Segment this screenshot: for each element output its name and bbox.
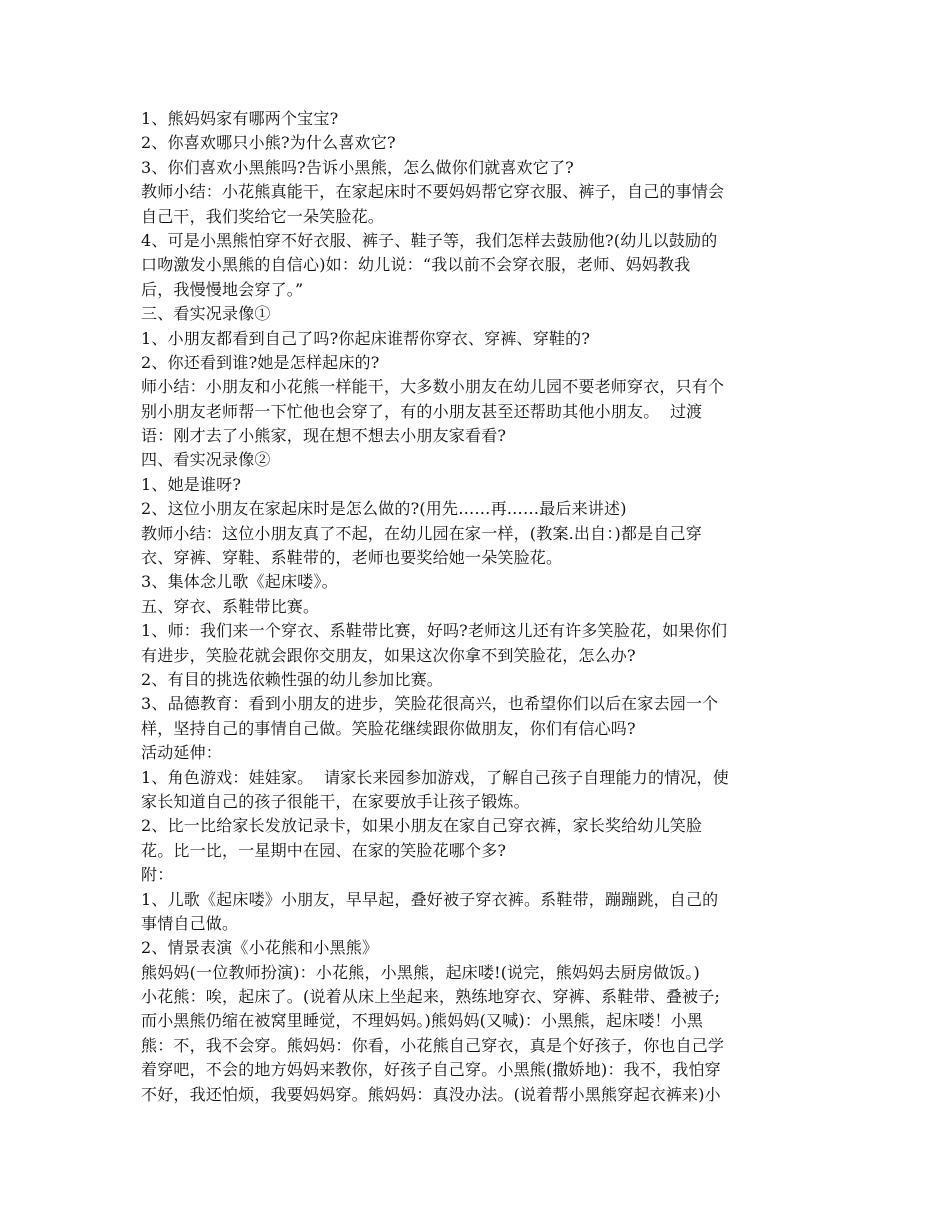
text-line: 而小黑熊仍缩在被窝里睡觉，不理妈妈。)熊妈妈(又喊)：小黑熊，起床喽！小黑	[141, 1011, 704, 1031]
text-line: 样，坚持自己的事情自己做。笑脸花继续跟你做朋友，你们有信心吗?	[141, 718, 636, 738]
text-line: 语：刚才去了小熊家，现在想不想去小朋友家看看?	[141, 426, 507, 446]
text-line: 有进步，笑脸花就会跟你交朋友，如果这次你拿不到笑脸花，怎么办?	[141, 645, 636, 665]
document-page	[141, 107, 821, 1107]
text-line: 附：	[141, 865, 174, 885]
text-line: 不好，我还怕烦，我要妈妈穿。熊妈妈：真没办法。(说着帮小黑熊穿起衣裤来)小	[141, 1084, 721, 1104]
text-line: 熊妈妈(一位教师扮演)：小花熊，小黑熊，起床喽!(说完，熊妈妈去厨房做饭。)	[141, 962, 700, 982]
text-line: 教师小结：这位小朋友真了不起，在幼儿园在家一样，(教案.出自：)都是自己穿	[141, 523, 702, 543]
text-line: 2、情景表演《小花熊和小黑熊》	[141, 938, 379, 958]
text-line: 3、你们喜欢小黑熊吗?告诉小黑熊，怎么做你们就喜欢它了?	[141, 157, 574, 177]
text-line: 2、你还看到谁?她是怎样起床的?	[141, 352, 380, 372]
text-line: 自己干，我们奖给它一朵笑脸花。	[141, 206, 385, 226]
text-line: 1、角色游戏：娃娃家。 请家长来园参加游戏，了解自己孩子自理能力的情况，使	[141, 767, 729, 787]
text-line: 1、儿歌《起床喽》小朋友，早早起，叠好被子穿衣裤。系鞋带，蹦蹦跳，自己的	[141, 889, 719, 909]
text-line: 着穿吧，不会的地方妈妈来教你，好孩子自己穿。小黑熊(撒娇地)：我不，我怕穿	[141, 1060, 721, 1080]
text-line: 衣、穿裤、穿鞋、系鞋带的，老师也要奖给她一朵笑脸花。	[141, 548, 563, 568]
text-line: 3、集体念儿歌《起床喽》。	[141, 572, 338, 592]
text-line: 教师小结：小花熊真能干，在家起床时不要妈妈帮它穿衣服、裤子，自己的事情会	[141, 182, 725, 202]
text-line: 活动延伸：	[141, 743, 223, 763]
text-line: 1、师：我们来一个穿衣、系鞋带比赛，好吗?老师这儿还有许多笑脸花，如果你们	[141, 621, 728, 641]
text-line: 家长知道自己的孩子很能干，在家要放手让孩子锻炼。	[141, 791, 530, 811]
text-line: 师小结：小朋友和小花熊一样能干，大多数小朋友在幼儿园不要老师穿衣，只有个	[141, 377, 725, 397]
text-line: 小花熊：唉，起床了。(说着从床上坐起来，熟练地穿衣、穿裤、系鞋带、叠被子;	[141, 987, 721, 1007]
text-line: 口吻激发小黑熊的自信心)如：幼儿说：“我以前不会穿衣服，老师、妈妈教我	[141, 255, 691, 275]
text-line: 3、品德教育：看到小朋友的进步，笑脸花很高兴，也希望你们以后在家去园一个	[141, 694, 719, 714]
text-line: 后，我慢慢地会穿了。”	[141, 279, 304, 299]
text-line: 事情自己做。	[141, 913, 239, 933]
text-line: 1、熊妈妈家有哪两个宝宝?	[141, 109, 339, 128]
text-line: 四、看实况录像②	[141, 450, 271, 470]
text-line: 1、她是谁呀?	[141, 474, 242, 494]
text-line: 花。比一比，一星期中在园、在家的笑脸花哪个多?	[141, 840, 507, 860]
text-line: 熊：不，我不会穿。熊妈妈：你看，小花熊自己穿衣，真是个好孩子，你也自己学	[141, 1035, 725, 1055]
text-line: 4、可是小黑熊怕穿不好衣服、裤子、鞋子等，我们怎样去鼓励他?(幼儿以鼓励的	[141, 230, 718, 250]
text-line: 五、穿衣、系鞋带比赛。	[141, 596, 320, 616]
text-line: 别小朋友老师帮一下忙他也会穿了，有的小朋友甚至还帮助其他小朋友。 过渡	[141, 401, 703, 421]
text-line: 2、比一比给家长发放记录卡，如果小朋友在家自己穿衣裤，家长奖给幼儿笑脸	[141, 816, 703, 836]
text-line: 2、这位小朋友在家起床时是怎么做的?(用先……再……最后来讲述)	[141, 499, 627, 519]
text-line: 三、看实况录像①	[141, 304, 271, 324]
text-line: 2、你喜欢哪只小熊?为什么喜欢它?	[141, 133, 396, 153]
text-line: 2、有目的挑选依赖性强的幼儿参加比赛。	[141, 669, 443, 689]
text-line: 1、小朋友都看到自己了吗?你起床谁帮你穿衣、穿裤、穿鞋的?	[141, 328, 591, 348]
